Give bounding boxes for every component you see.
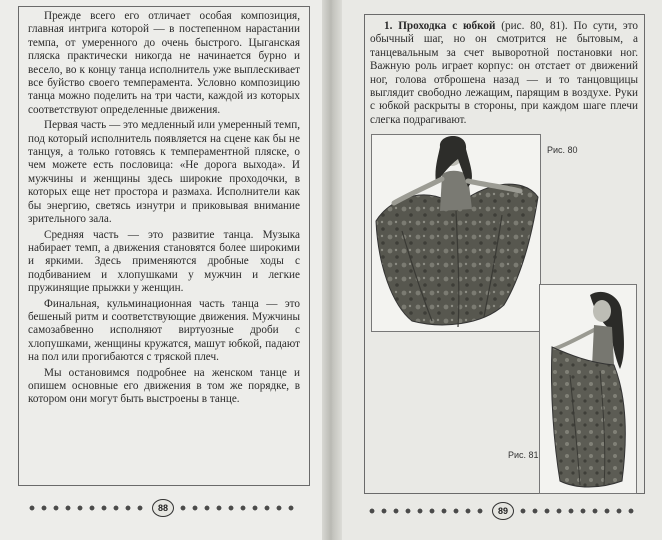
dancer-illustration-81 bbox=[540, 285, 636, 493]
right-page-text bbox=[370, 20, 638, 127]
left-page-number: 88 bbox=[152, 499, 174, 517]
left-page-footer-ornament bbox=[26, 499, 300, 517]
paragraph-conclusion: Мы остановимся подробнее на женском танце и опишем основные его движения в том же порядке, в котором они могут быть выстроены в танце. bbox=[28, 366, 300, 406]
figure-81-photo bbox=[539, 284, 637, 494]
ornament-vine-right bbox=[177, 503, 300, 513]
figure-80-photo bbox=[371, 134, 541, 332]
left-page-text bbox=[28, 10, 300, 407]
book-gutter bbox=[322, 0, 342, 540]
paragraph-final-part: Финальная, кульминационная часть танца — это бешеный ритм и соответствующие движения. Мужчины самозабвенно исполняют виртуозные дроби с хлопушками, женщины кружатся, машут юбкой, падают на пол или прогибаются с тряской плеч. bbox=[28, 297, 300, 364]
paragraph-first-part: Первая часть — это медленный или умеренный темп, под который исполнитель появляется на сцене как бы не танцуя, а только готовясь к темпераментной пляске, о чем можете есть пословица: «Не дорога выхода». И мужчины и женщины здесь широкие проходочки, в которых еще нет простора и размаха. Исполнители как бы энергию, светясь изнутри и приковывая внимание зрительного зала. bbox=[28, 119, 300, 226]
step-body: (рис. 80, 81). По сути, это обычный шаг, но он смотрится не бытовым, а танцевальным за счет выворотной постановки ног. Важную роль играет корпус: он отстает от движений ног, голова отброшена назад — и то танцовщицы выглядит свободно лежащим, парящим в воздухе. Руки с юбкой раскрыты в стороны, при каждом шаге плечи слегка подрагивают. bbox=[370, 20, 638, 126]
step-heading: 1. Проходка с юбкой bbox=[384, 20, 496, 32]
ornament-vine-left bbox=[26, 503, 149, 513]
figure-81-caption: Рис. 81 bbox=[508, 450, 539, 460]
right-page-footer-ornament bbox=[366, 502, 640, 520]
figure-80-caption: Рис. 80 bbox=[547, 145, 578, 155]
right-page-number: 89 bbox=[492, 502, 514, 520]
dancer-illustration-80 bbox=[372, 135, 540, 331]
paragraph-middle-part: Средняя часть — это развитие танца. Музыка набирает темп, а движения становятся более широкими и яркими. Здесь применяются дробные ходы с подбиванием и хлопушками у мужчин и легкие пружинящие прыжки у женщин. bbox=[28, 228, 300, 295]
ornament-vine-left bbox=[366, 506, 489, 516]
step-description bbox=[370, 20, 638, 127]
ornament-vine-right bbox=[517, 506, 640, 516]
paragraph-intro: Прежде всего его отличает особая композиция, главная интрига которой — в постепенном нарастании темпа, от умеренного до очень быстрого. Цыганская пляска практически никогда не начинается бурно и весело, во к концу танца исполнитель уже выплескивает все буйство своего темперамента. Условно композицию танца можно поделить на три части, каждой из которых соответствуют определенные движения. bbox=[28, 10, 300, 116]
